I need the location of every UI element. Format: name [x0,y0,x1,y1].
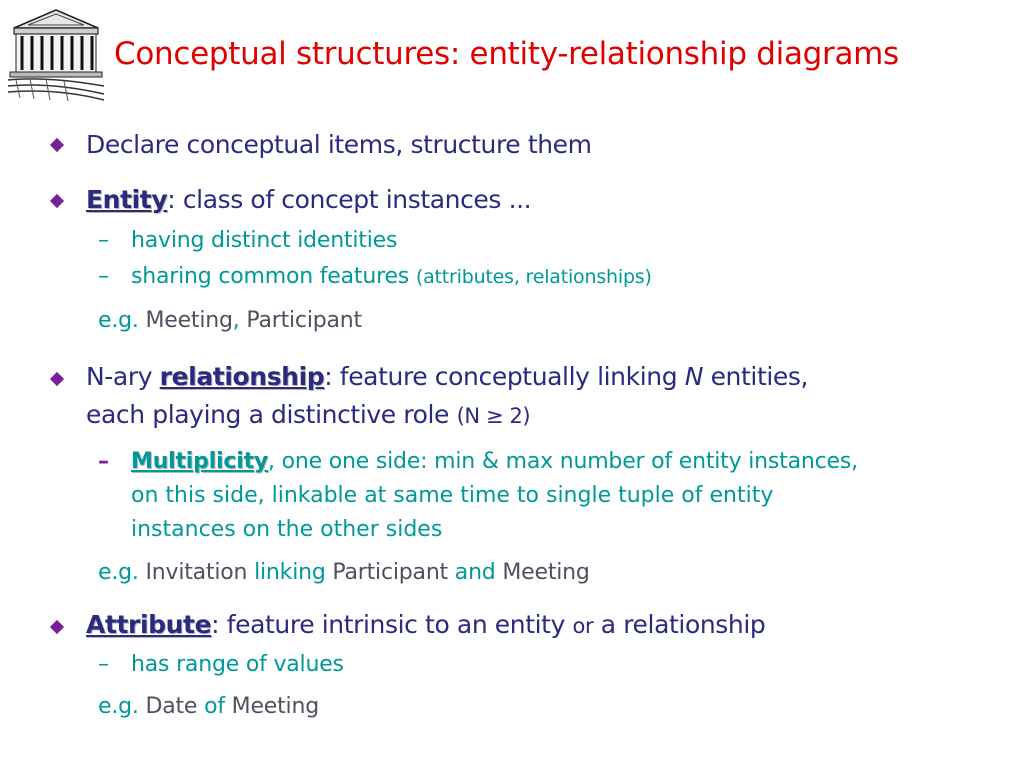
bullet-relationship-line2 [86,400,530,429]
relationship-role-text: each playing a distinctive role [86,400,457,429]
eg-meeting: Meeting [495,560,590,585]
common-features-text: sharing common features [131,264,410,289]
bullet-attribute [86,610,765,639]
attribute-example [98,694,319,719]
attribute-def-a: : feature intrinsic to an entity [211,610,573,639]
eg-label: e.g. [98,308,139,333]
slide-title: Conceptual structures: entity-relationship diagrams [114,36,899,72]
eg-participant: Participant [239,308,362,333]
eg-of: of [204,694,225,719]
sub-distinct-identities: having distinct identities [131,228,398,253]
common-features-paren: (attributes, relationships) [415,266,652,288]
sub-common-features [131,264,652,289]
entity-definition: : class of concept instances ... [167,185,532,214]
nary-text: N-ary [86,362,160,391]
eg-invitation: Invitation [138,560,255,585]
diamond-bullet-icon [50,194,64,208]
keyword-relationship: relationship [159,362,325,391]
eg-linking: linking [254,560,326,585]
bullet-relationship [86,362,808,391]
keyword-entity: Entity [86,185,168,214]
eg-label: e.g. [98,694,139,719]
diamond-bullet-icon [50,620,64,634]
attribute-def-b: a relationship [593,610,766,639]
entity-example [98,308,362,333]
dash-icon: – [98,449,109,474]
eg-comma: , [232,308,240,333]
dash-icon: – [98,652,109,677]
dash-icon: – [98,264,109,289]
sub-multiplicity [131,449,858,474]
sub-range-of-values: has range of values [131,652,344,677]
eg-meeting: Meeting [224,694,319,719]
eg-label: e.g. [98,560,139,585]
attribute-or: or [572,614,594,638]
eg-meeting: Meeting [145,308,233,333]
bullet-declare: Declare conceptual items, structure them [86,130,592,159]
eg-and: and [454,560,496,585]
dash-icon: – [98,228,109,253]
relationship-example [98,560,590,585]
eg-date: Date [138,694,205,719]
relationship-def-a: : feature conceptually linking [324,362,685,391]
eg-participant: Participant [325,560,455,585]
multiplicity-line3: instances on the other sides [131,517,443,542]
relationship-def-b: entities, [703,362,809,391]
relationship-n: N [684,362,704,391]
keyword-attribute: Attribute [86,610,212,639]
diamond-bullet-icon [50,372,64,386]
multiplicity-line2: on this side, linkable at same time to single tuple of entity [131,483,774,508]
keyword-multiplicity: Multiplicity [131,449,269,474]
university-building-logo [6,6,106,102]
bullet-entity [86,185,531,214]
diamond-bullet-icon [50,138,64,152]
multiplicity-line1: , one one side: min & max number of entity instances, [268,449,858,474]
relationship-n-condition: (N ≥ 2) [456,404,531,428]
